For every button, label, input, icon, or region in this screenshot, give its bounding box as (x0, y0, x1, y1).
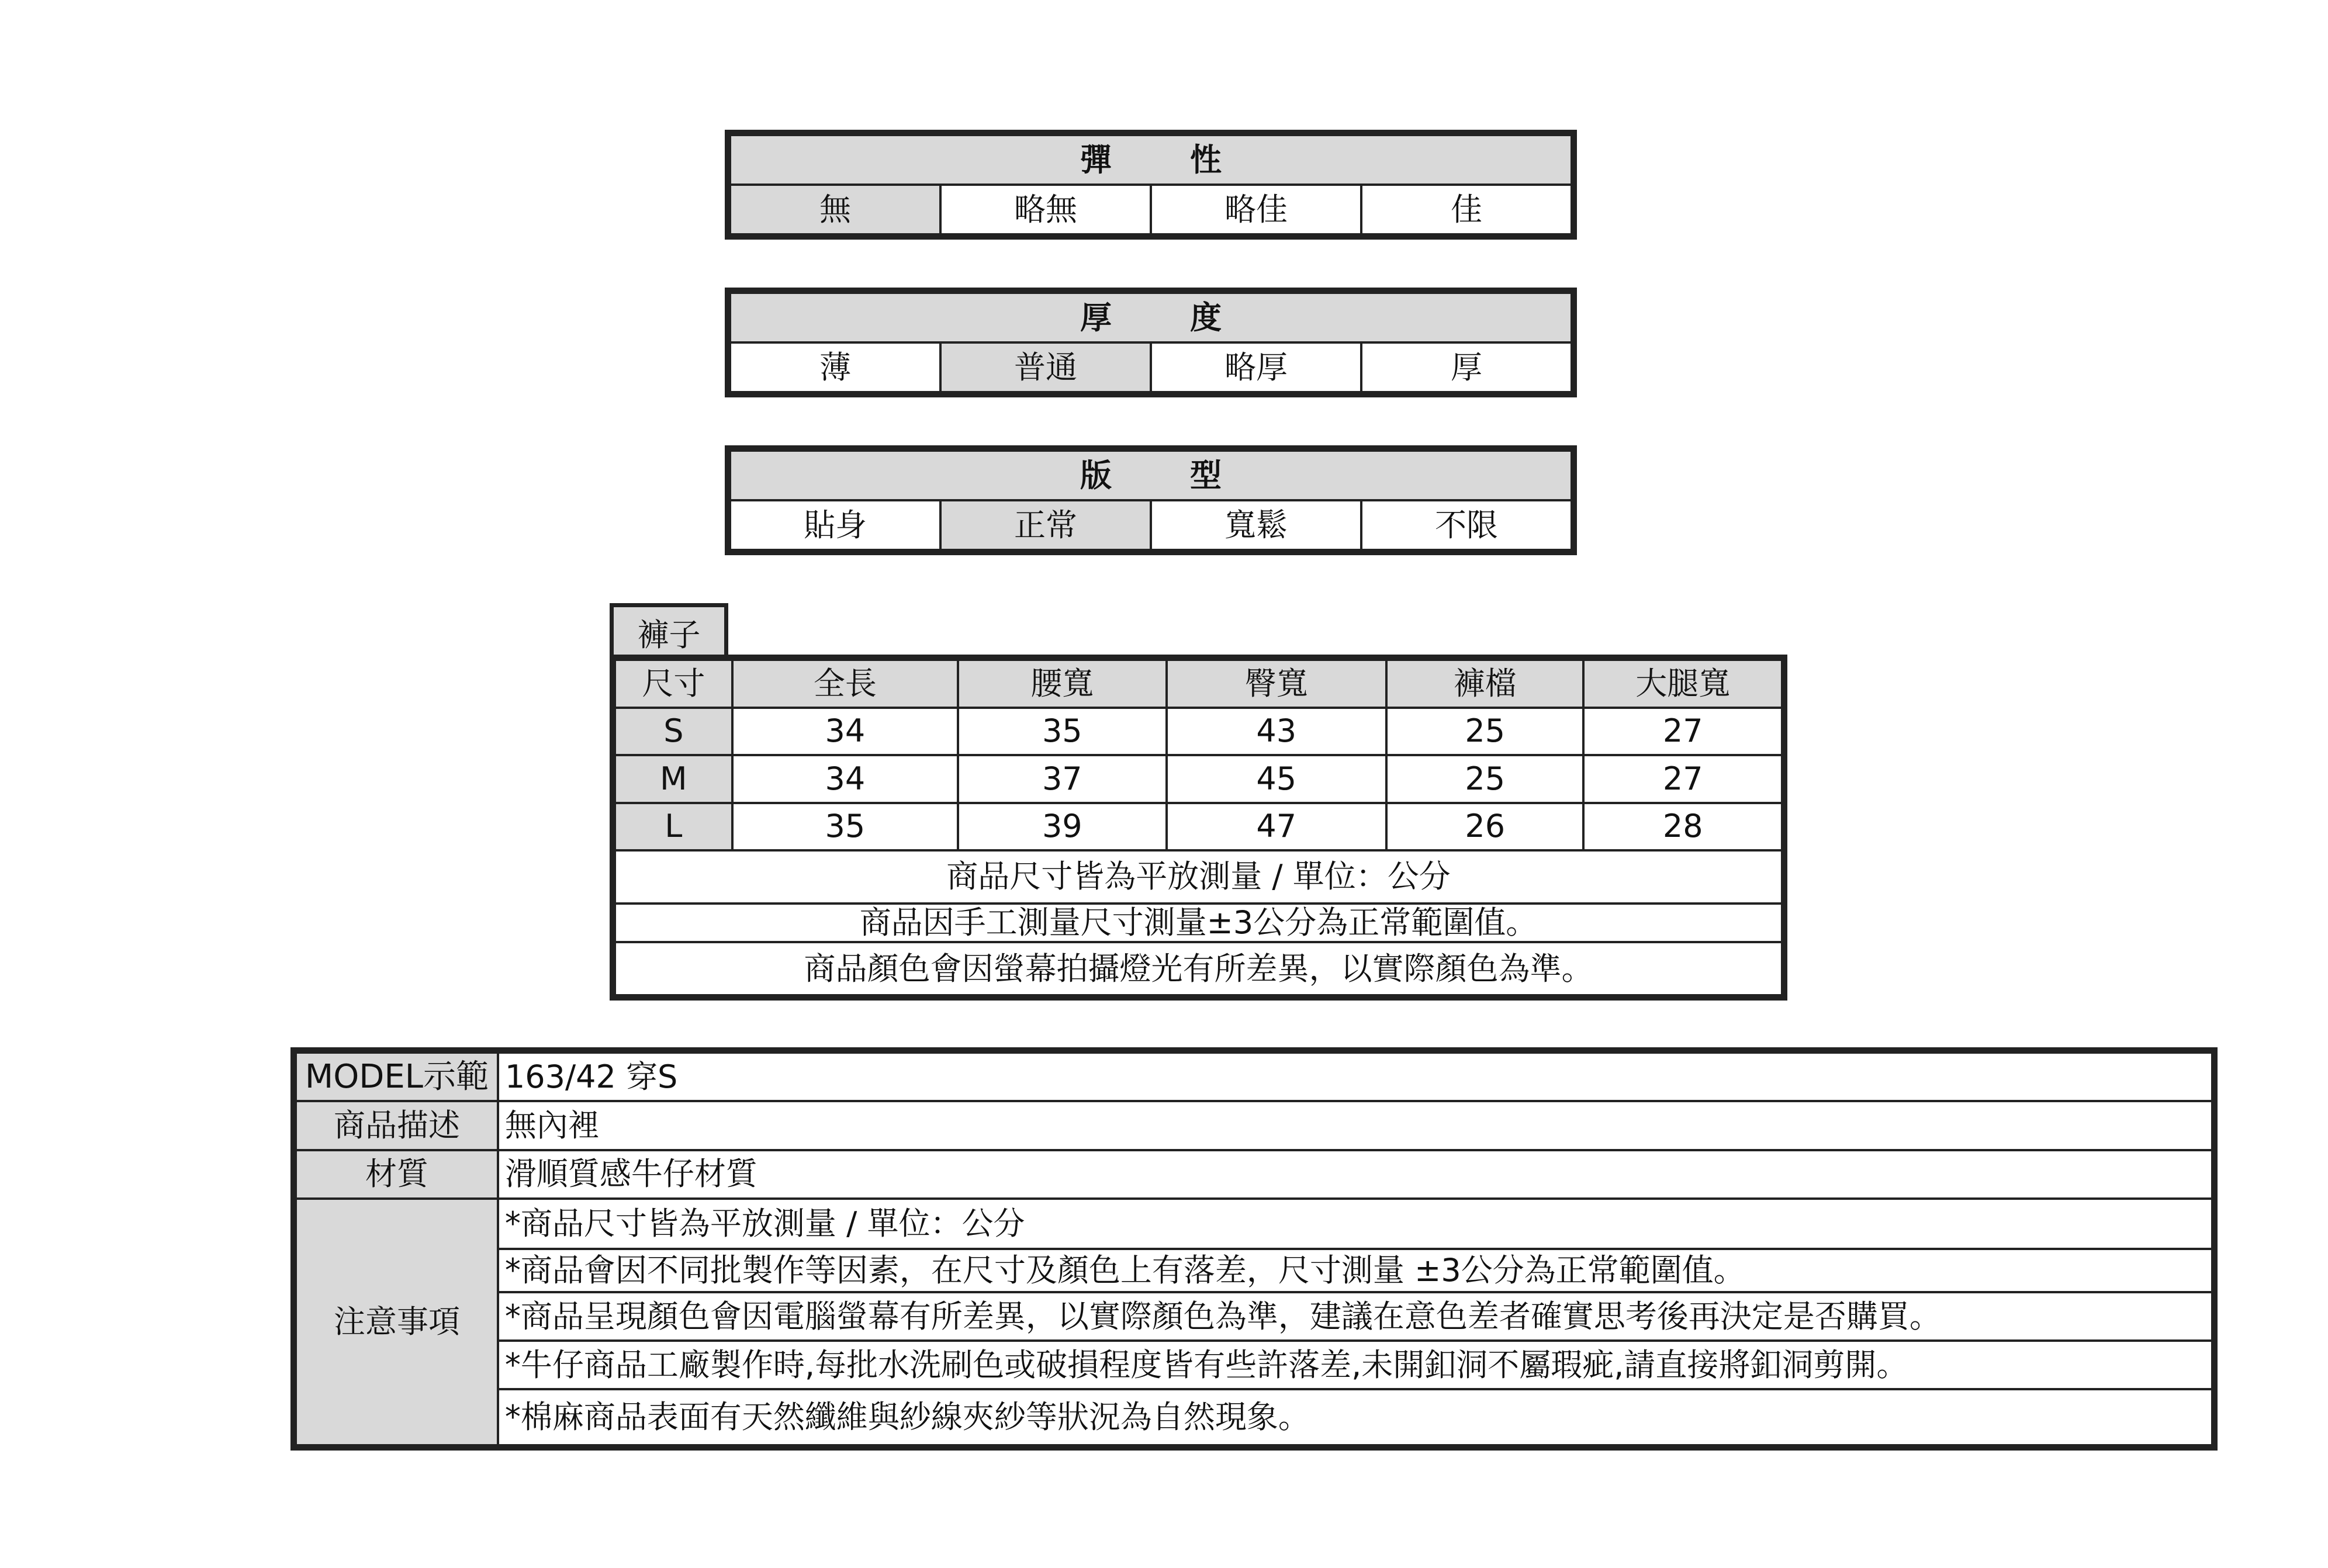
size-note: 商品因手工測量尺寸測量±3公分為正常範圍值。 (615, 904, 1782, 943)
table-row (615, 708, 1782, 756)
thickness-table (725, 288, 1577, 397)
value-cell: 43 (1167, 708, 1386, 756)
table-row (615, 755, 1782, 803)
notice-item: *商品尺寸皆為平放測量 / 單位：公分 (498, 1199, 2212, 1249)
notice-item: *商品會因不同批製作等因素，在尺寸及顏色上有落差，尺寸測量 ±3公分為正常範圍值。 (498, 1249, 2212, 1292)
column-header: 腰寬 (958, 660, 1166, 708)
thickness-option: 略厚 (1151, 342, 1361, 392)
column-header: 褲檔 (1386, 660, 1583, 708)
size-cell: L (615, 803, 732, 851)
size-note: 商品尺寸皆為平放測量 / 單位：公分 (615, 850, 1782, 904)
elasticity-option: 略佳 (1151, 185, 1361, 234)
column-header: 大腿寬 (1583, 660, 1782, 708)
description-label: 商品描述 (296, 1101, 498, 1150)
value-cell: 26 (1386, 803, 1583, 851)
size-cell: M (615, 755, 732, 803)
fit-option: 寬鬆 (1151, 500, 1361, 550)
column-header: 臀寬 (1167, 660, 1386, 708)
size-note: 商品顏色會因螢幕拍攝燈光有所差異，以實際顏色為準。 (615, 942, 1782, 995)
value-cell: 37 (958, 755, 1166, 803)
model-label: MODEL示範 (296, 1053, 498, 1101)
notice-item: *商品呈現顏色會因電腦螢幕有所差異，以實際顏色為準，建議在意色差者確實思考後再決定是否購買。 (498, 1292, 2212, 1341)
value-cell: 25 (1386, 755, 1583, 803)
elasticity-title: 彈 性 (730, 135, 1572, 185)
column-header: 全長 (732, 660, 958, 708)
value-cell: 47 (1167, 803, 1386, 851)
thickness-option: 厚 (1361, 342, 1572, 392)
product-info-table (290, 1047, 2218, 1451)
value-cell: 34 (732, 755, 958, 803)
thickness-option: 薄 (730, 342, 940, 392)
value-cell: 25 (1386, 708, 1583, 756)
elasticity-option: 略無 (940, 185, 1151, 234)
value-cell: 28 (1583, 803, 1782, 851)
elasticity-option: 無 (730, 185, 940, 234)
value-cell: 27 (1583, 708, 1782, 756)
value-cell: 35 (732, 803, 958, 851)
elasticity-table (725, 130, 1577, 240)
thickness-title: 厚 度 (730, 293, 1572, 342)
size-cell: S (615, 708, 732, 756)
value-cell: 45 (1167, 755, 1386, 803)
notice-label: 注意事項 (296, 1199, 498, 1445)
material-value: 滑順質感牛仔材質 (498, 1150, 2212, 1199)
size-category-label: 褲子 (637, 616, 701, 653)
fit-option: 不限 (1361, 500, 1572, 550)
description-value: 無內裡 (498, 1101, 2212, 1150)
material-label: 材質 (296, 1150, 498, 1199)
fit-table (725, 445, 1577, 555)
fit-option: 正常 (940, 500, 1151, 550)
notice-item: *牛仔商品工廠製作時,每批水洗刷色或破損程度皆有些許落差,未開釦洞不屬瑕疵,請直接將釦洞剪開。 (498, 1341, 2212, 1389)
fit-option: 貼身 (730, 500, 940, 550)
thickness-option: 普通 (940, 342, 1151, 392)
value-cell: 27 (1583, 755, 1782, 803)
size-label: 尺寸 (615, 660, 732, 708)
notice-item: *棉麻商品表面有天然纖維與紗線夾紗等狀況為自然現象。 (498, 1389, 2212, 1445)
fit-title: 版 型 (730, 451, 1572, 500)
value-cell: 35 (958, 708, 1166, 756)
value-cell: 39 (958, 803, 1166, 851)
model-value: 163/42 穿S (498, 1053, 2212, 1101)
size-category-tab (610, 603, 728, 657)
elasticity-option: 佳 (1361, 185, 1572, 234)
table-row (615, 803, 1782, 851)
size-table (610, 655, 1787, 1001)
value-cell: 34 (732, 708, 958, 756)
